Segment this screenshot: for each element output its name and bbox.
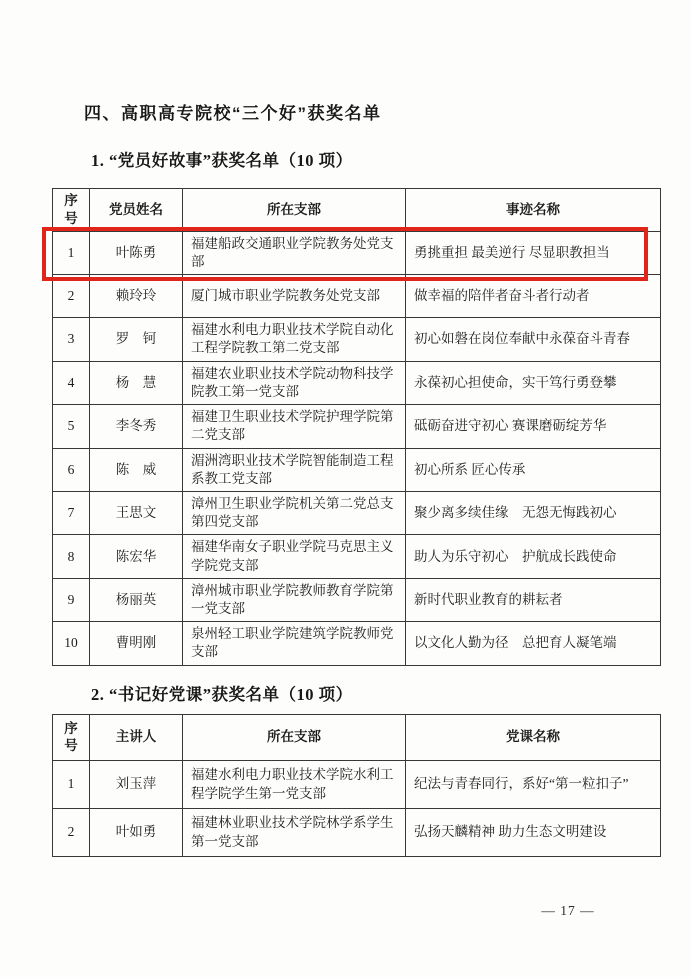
award1-table-body bbox=[53, 231, 661, 665]
cell-no: 6 bbox=[53, 448, 90, 491]
cell-branch: 福建卫生职业技术学院护理学院第二党支部 bbox=[183, 405, 406, 448]
header-cell-branch: 所在支部 bbox=[183, 715, 406, 761]
cell-name: 陈宏华 bbox=[90, 535, 183, 578]
table-row bbox=[53, 809, 661, 857]
award1-title: 1. “党员好故事”获奖名单（10 项） bbox=[91, 151, 353, 170]
cell-deed: 永葆初心担使命，实干笃行勇登攀 bbox=[406, 361, 661, 404]
cell-no: 2 bbox=[53, 275, 90, 318]
cell-no: 1 bbox=[53, 231, 90, 274]
cell-no: 2 bbox=[53, 809, 90, 857]
header-cell-no bbox=[53, 715, 90, 761]
table-row bbox=[53, 231, 661, 274]
cell-name: 叶陈勇 bbox=[90, 231, 183, 274]
cell-deed: 聚少离多续佳缘 无怨无悔践初心 bbox=[406, 491, 661, 534]
header-cell-deed: 事迹名称 bbox=[406, 189, 661, 232]
header-label-no: 序号 bbox=[64, 720, 78, 754]
cell-branch: 泉州轻工职业学院建筑学院教师党支部 bbox=[183, 622, 406, 665]
table-row bbox=[53, 622, 661, 665]
cell-branch: 福建水利电力职业技术学院水利工程学院学生第一党支部 bbox=[183, 761, 406, 809]
section-title: 四、高职高专院校“三个好”获奖名单 bbox=[84, 104, 382, 123]
cell-name: 陈 威 bbox=[90, 448, 183, 491]
cell-deed: 勇挑重担 最美逆行 尽显职教担当 bbox=[406, 231, 661, 274]
cell-branch: 湄洲湾职业技术学院智能制造工程系教工党支部 bbox=[183, 448, 406, 491]
cell-name: 罗 钶 bbox=[90, 318, 183, 361]
cell-name: 刘玉萍 bbox=[90, 761, 183, 809]
award2-table bbox=[52, 714, 661, 857]
cell-no: 4 bbox=[53, 361, 90, 404]
cell-no: 10 bbox=[53, 622, 90, 665]
table-row bbox=[53, 535, 661, 578]
cell-branch: 福建水利电力职业技术学院自动化工程学院教工第二党支部 bbox=[183, 318, 406, 361]
award2-table-body bbox=[53, 761, 661, 857]
cell-name: 王思文 bbox=[90, 491, 183, 534]
header-cell-no bbox=[53, 189, 90, 232]
cell-deed: 纪法与青春同行，系好“第一粒扣子” bbox=[406, 761, 661, 809]
table-row bbox=[53, 318, 661, 361]
cell-deed: 弘扬天麟精神 助力生态文明建设 bbox=[406, 809, 661, 857]
cell-deed: 砥砺奋进守初心 赛课磨砺绽芳华 bbox=[406, 405, 661, 448]
table-row bbox=[53, 275, 661, 318]
award2-table-header bbox=[53, 715, 661, 761]
cell-deed: 初心如磐在岗位奉献中永葆奋斗青春 bbox=[406, 318, 661, 361]
cell-deed: 做幸福的陪伴者奋斗者行动者 bbox=[406, 275, 661, 318]
table-row bbox=[53, 448, 661, 491]
cell-name: 叶如勇 bbox=[90, 809, 183, 857]
cell-name: 李冬秀 bbox=[90, 405, 183, 448]
table-row bbox=[53, 361, 661, 404]
cell-name: 曹明刚 bbox=[90, 622, 183, 665]
award1-table bbox=[52, 188, 661, 666]
table-row bbox=[53, 761, 661, 809]
cell-no: 9 bbox=[53, 578, 90, 621]
table-row bbox=[53, 405, 661, 448]
cell-name: 赖玲玲 bbox=[90, 275, 183, 318]
award2-title: 2. “书记好党课”获奖名单（10 项） bbox=[91, 685, 353, 704]
cell-branch: 漳州卫生职业学院机关第二党总支第四党支部 bbox=[183, 491, 406, 534]
cell-branch: 漳州城市职业学院教师教育学院第一党支部 bbox=[183, 578, 406, 621]
header-cell-branch: 所在支部 bbox=[183, 189, 406, 232]
page-number: — 17 — bbox=[541, 903, 595, 918]
header-cell-name: 主讲人 bbox=[90, 715, 183, 761]
cell-deed: 初心所系 匠心传承 bbox=[406, 448, 661, 491]
cell-deed: 以文化人勤为径 总把育人凝笔端 bbox=[406, 622, 661, 665]
cell-branch: 厦门城市职业学院教务处党支部 bbox=[183, 275, 406, 318]
cell-branch: 福建船政交通职业学院教务处党支部 bbox=[183, 231, 406, 274]
header-cell-deed: 党课名称 bbox=[406, 715, 661, 761]
award1-table-header bbox=[53, 189, 661, 232]
cell-branch: 福建林业职业技术学院林学系学生第一党支部 bbox=[183, 809, 406, 857]
header-label-no: 序号 bbox=[64, 193, 78, 226]
cell-no: 3 bbox=[53, 318, 90, 361]
header-row bbox=[53, 715, 661, 761]
cell-name: 杨丽英 bbox=[90, 578, 183, 621]
cell-deed: 新时代职业教育的耕耘者 bbox=[406, 578, 661, 621]
header-row bbox=[53, 189, 661, 232]
table-row bbox=[53, 578, 661, 621]
cell-deed: 助人为乐守初心 护航成长践使命 bbox=[406, 535, 661, 578]
cell-no: 1 bbox=[53, 761, 90, 809]
cell-branch: 福建农业职业技术学院动物科技学院教工第一党支部 bbox=[183, 361, 406, 404]
cell-name: 杨 慧 bbox=[90, 361, 183, 404]
cell-no: 7 bbox=[53, 491, 90, 534]
table-row bbox=[53, 491, 661, 534]
header-cell-name: 党员姓名 bbox=[90, 189, 183, 232]
cell-no: 8 bbox=[53, 535, 90, 578]
cell-no: 5 bbox=[53, 405, 90, 448]
cell-branch: 福建华南女子职业学院马克思主义学院党支部 bbox=[183, 535, 406, 578]
